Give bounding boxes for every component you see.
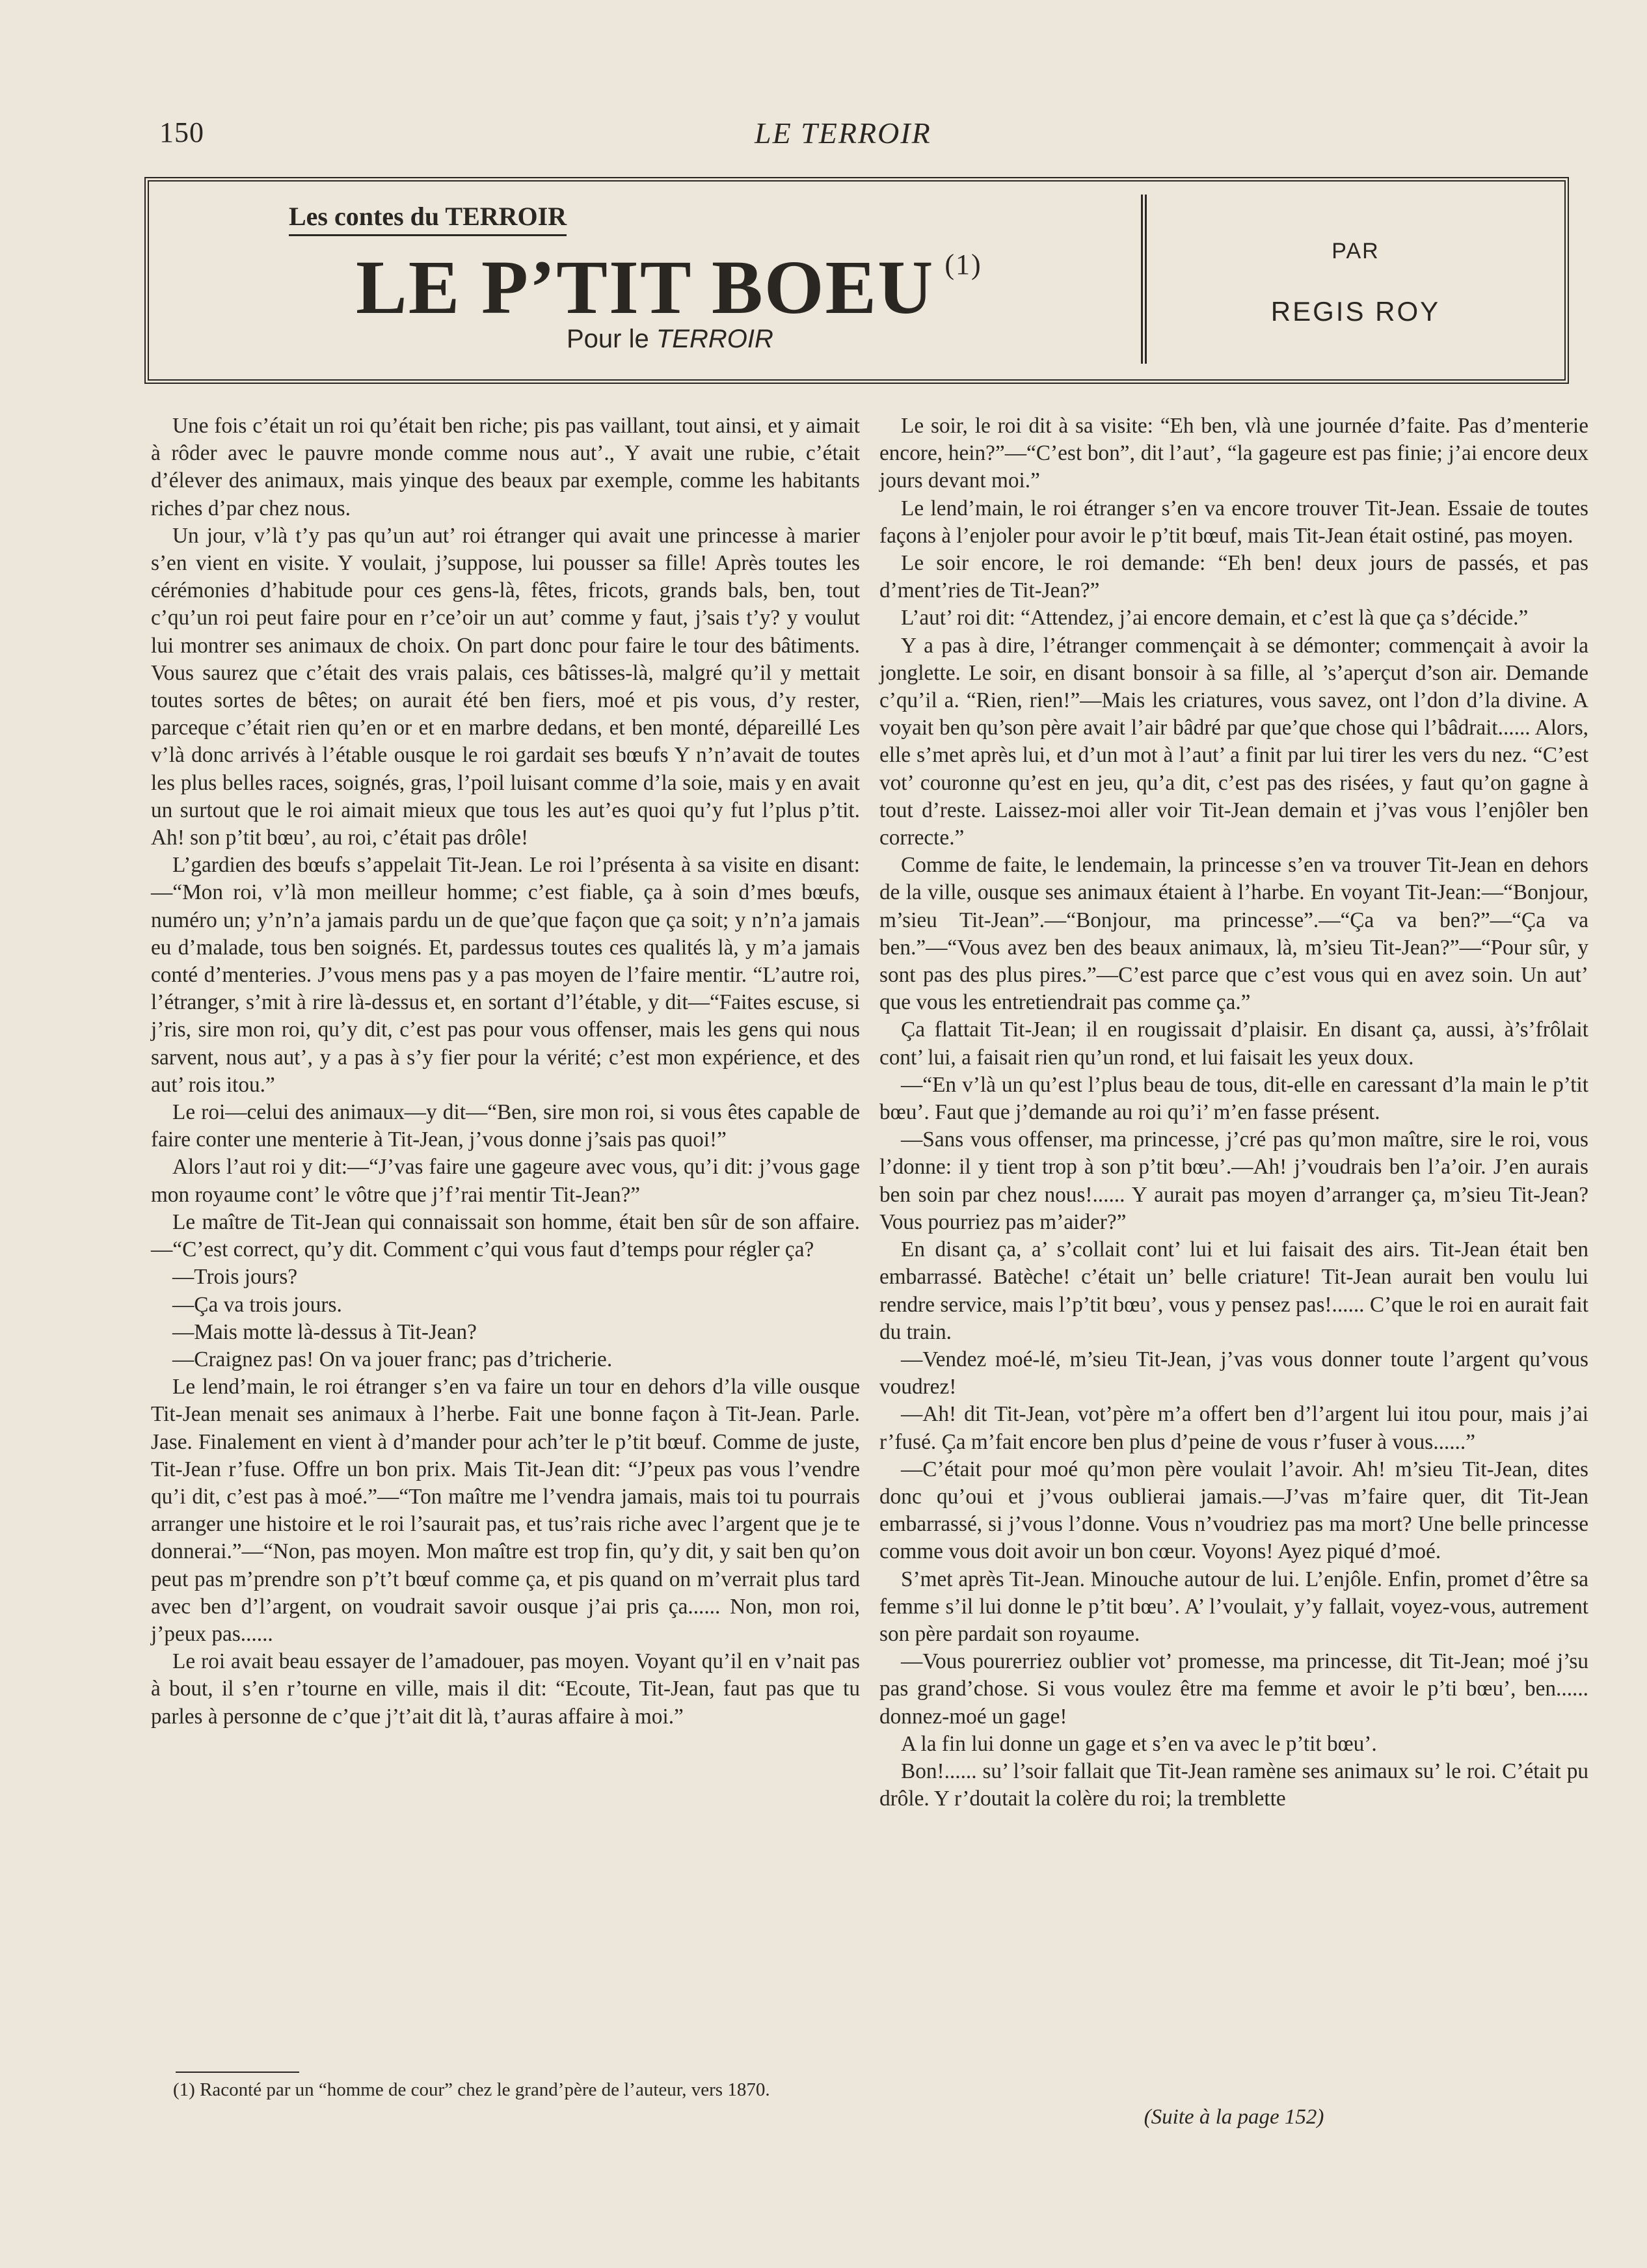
paragraph: Le soir encore, le roi demande: “Eh ben! deux jours de passés, et pas d’ment’ries de Tit-Jean?”: [879, 551, 1588, 603]
paragraph: Alors l’aut roi y dit:—“J’vas faire une gageure avec vous, qu’i dit: j’vous gage mon royaume cont’ le vôtre que j’f’rai mentir Tit-Jean?”: [151, 1155, 860, 1207]
paragraph: Le lend’main, le roi étranger s’en va faire un tour en dehors d’la ville ousque Tit-Jean menait ses animaux à l’herbe. Fait une bonne façon à Tit-Jean. Parle. Jase. Finalement en vient à d’mander pour ach’ter le p’tit bœuf. Comme de juste, Tit-Jean r’fuse. Offre un bon prix. Mais Tit-Jean dit: “J’peux pas vous l’vendre qu’i dit, c’est pas à moé.”—“Ton maître me l’vendra jamais, mais toi tu pourrais arranger une histoire et le roi l’saurait pas, et tus’rais riche avec l’argent que je te donnerai.”—“Non, pas moyen. Mon maître est trop fin, qu’y dit, y sait ben qu’on peut pas m’prendre son p’t’t bœuf comme ça, et pis quand on m’verrait plus tard avec ben d’l’argent, on voudrait savoir ousque j’ai pris ça...... Non, mon roi, j’peux pas......: [151, 1375, 860, 1646]
continued-note: (Suite à la page 152): [1144, 2105, 1324, 2129]
paragraph: Le roi—celui des animaux—y dit—“Ben, sire mon roi, si vous êtes capable de faire conter une menterie à Tit-Jean, j’vous donne j’sais pas quoi!”: [151, 1100, 860, 1152]
paragraph: S’met après Tit-Jean. Minouche autour de lui. L’enjôle. Enfin, promet d’être sa femme s’il lui donne le p’tit bœu’. A’ l’voulait, y’y fallait, voyez-vous, autrement son père pardait son royaume.: [879, 1567, 1588, 1646]
story-title: [356, 243, 982, 332]
running-title: LE TERROIR: [755, 116, 931, 150]
paragraph: Le maître de Tit-Jean qui connaissait son homme, était ben sûr de son affaire.—“C’est correct, qu’y dit. Comment c’qui vous faut d’temps pour régler ça?: [151, 1209, 860, 1262]
for-prefix: Pour le: [567, 325, 656, 353]
paragraph: —C’était pour moé qu’mon père voulait l’avoir. Ah! m’sieu Tit-Jean, dites donc qu’oui et j’vous oublierai jamais.—J’vas m’faire quer, dit Tit-Jean embarrassé, si j’vous l’donne. Vous n’voudriez pas ma mort? Une belle princesse comme vous doit avoir un bon cœur. Voyons! Ayez piqué d’moé.: [879, 1457, 1588, 1564]
paragraph: Ça flattait Tit-Jean; il en rougissait d’plaisir. En disant ça, aussi, à’s’frôlait cont’ lui, a faisait rien qu’un rond, et lui faisait les yeux doux.: [879, 1018, 1588, 1070]
left-column: [151, 412, 860, 1731]
footnote: (1) Raconté par un “homme de cour” chez le grand’père de l’auteur, vers 1870.: [173, 2079, 770, 2100]
right-column: [879, 412, 1588, 1813]
paragraph: —Trois jours?: [172, 1265, 298, 1289]
author-name: REGIS ROY: [1270, 296, 1441, 327]
paragraph: —Vendez moé-lé, m’sieu Tit-Jean, j’vas vous donner toute l’argent qu’vous voudrez!: [879, 1347, 1588, 1399]
paragraph: L’gardien des bœufs s’appelait Tit-Jean. Le roi l’présenta à sa visite en disant:—“Mon roi, v’là mon meilleur homme; c’est fiable, ça à soin d’mes bœufs, numéro un; y’n’n’a jamais pardu un de que’que façon que ça soit; y n’n’a jamais eu d’malade, tous ben soignés. Et, pardessus toutes ces qualités là, y m’a jamais conté d’menteries. J’vous mens pas y a pas moyen de l’faire mentir. “L’autre roi, l’étranger, s’mit à rire là-dessus et, en sortant d’l’étable, y dit—“Faites escuse, si j’ris, sire mon roi, qu’y dit, c’est pas pour vous offenser, mais les gens qui nous sarvent, nous aut’, y a pas à s’y fier pour la vérité; c’est mon expérience, et des aut’ rois itou.”: [151, 853, 860, 1097]
paragraph: Une fois c’était un roi qu’était ben riche; pis pas vaillant, tout ainsi, et y aimait à rôder avec le pauvre monde comme nous aut’., Y avait une rubie, c’était d’élever des animaux, mais yinque des beaux par exemple, comme les habitants riches d’par chez nous.: [151, 414, 860, 520]
paragraph: En disant ça, a’ s’collait cont’ lui et lui faisait des airs. Tit-Jean était ben embarrassé. Batèche! c’était un’ belle criature! Tit-Jean aurait ben voulu lui rendre service, mais l’p’tit bœu’, vous y pensez pas!...... C’que le roi en aurait fait du train.: [879, 1237, 1588, 1344]
footnote-marker: (1): [944, 249, 982, 280]
story-title-box: [144, 177, 1569, 384]
paragraph: —Mais motte là-dessus à Tit-Jean?: [172, 1319, 477, 1344]
paragraph: —Ah! dit Tit-Jean, vot’père m’a offert ben d’l’argent lui itou pour, mais j’ai r’fusé. Ça m’fait encore ben plus d’peine de vous r’fuser à vous......”: [879, 1402, 1588, 1454]
paragraph: Bon!...... su’ l’soir fallait que Tit-Jean ramène ses animaux su’ le roi. C’était pu drôle. Y r’doutait la colère du roi; la tremblette: [879, 1759, 1588, 1811]
paragraph: Le soir, le roi dit à sa visite: “Eh ben, vlà une journée d’faite. Pas d’menterie encore, hein?”—“C’est bon”, dit l’aut’, “la gageure est pas finie; j’ai encore deux jours devant moi.”: [879, 414, 1588, 493]
title-divider: [1141, 195, 1147, 364]
by-label: PAR: [1332, 239, 1380, 263]
page-number: 150: [159, 116, 204, 148]
paragraph: —Vous pourerriez oublier vot’ promesse, ma princesse, dit Tit-Jean; moé j’su pas grand’chose. Si vous voulez être ma femme et avoir le p’ti bœu’, ben...... donnez-moé un gage!: [879, 1649, 1588, 1729]
for-journal-label: [567, 325, 773, 354]
paragraph: Un jour, v’là t’y pas qu’un aut’ roi étranger qui avait une princesse à marier s’en vient en visite. Y voulait, j’suppose, lui pousser sa fille! Après toutes les cérémonies d’habitude pour ces gens-là, fêtes, fricots, grands bals, ben, tout c’qu’un roi peut faire pour en r’ce’oir un aut’ comme y faut, j’sais t’y? y voulut lui montrer ses animaux de choix. On part donc pour faire le tour des bâtiments. Vous saurez que c’était des vrais palais, ces bâtisses-là, malgré qu’il y mettait toutes sortes de bêtes; on aurait été ben fiers, moé et pis vous, d’y rester, parceque c’était rien qu’en or et en marbre dedans, et ben monté, dépareillé Les v’là donc arrivés à l’étable ousque le roi gardait ses bœufs Y n’n’avait de toutes les plus belles races, soignés, gras, l’poil luisant comme d’la soie, mais y en avait un surtout que le roi aimait mieux que tous les aut’es quoi qu’y fut l’plus p’tit. Ah! son p’tit bœu’, au roi, c’était pas drôle!: [151, 523, 860, 850]
paragraph: A la fin lui donne un gage et s’en va avec le p’tit bœu’.: [901, 1731, 1377, 1756]
paragraph: L’aut’ roi dit: “Attendez, j’ai encore demain, et c’est là que ça s’décide.”: [901, 606, 1529, 630]
paragraph: Le roi avait beau essayer de l’amadouer, pas moyen. Voyant qu’il en v’nait pas à bout, il s’en r’tourne en ville, mais il dit: “Ecoute, Tit-Jean, faut pas que tu parles à personne de c’que j’t’ait dit là, t’auras affaire à moi.”: [151, 1649, 860, 1729]
series-label: Les contes du TERROIR: [289, 201, 567, 236]
for-journal-name: TERROIR: [656, 325, 773, 353]
paragraph: —“En v’là un qu’est l’plus beau de tous, dit-elle en caressant d’la main le p’tit bœu’. Faut que j’demande au roi qu’i’ m’en fasse présent.: [879, 1072, 1588, 1125]
footnote-rule: [176, 2072, 299, 2073]
paragraph: —Sans vous offenser, ma princesse, j’cré pas qu’mon maître, sire le roi, vous l’donne: il y tient trop à son p’tit bœu’.—Ah! j’voudrais ben l’a’oir. J’en aurais ben soin par chez nous!...... Y aurait pas moyen d’arranger ça, m’sieu Tit-Jean? Vous pourriez pas m’aider?”: [879, 1127, 1588, 1234]
paragraph: Le lend’main, le roi étranger s’en va encore trouver Tit-Jean. Essaie de toutes façons à l’enjoler pour avoir le p’tit bœuf, mais Tit-Jean était ostiné, pas moyen.: [879, 496, 1588, 548]
paragraph: —Ça va trois jours.: [172, 1292, 342, 1317]
story-title-text: LE P’TIT BOEU: [356, 245, 935, 330]
paragraph: Comme de faite, le lendemain, la princesse s’en va trouver Tit-Jean en dehors de la ville, ousque ses animaux étaient à l’harbe. En voyant Tit-Jean:—“Bonjour, m’sieu Tit-Jean”.—“Bonjour, ma princesse”.—“Ça va ben?”—“Ça va ben.”—“Vous avez ben des beaux animaux, là, m’sieu Tit-Jean?”—“Pour sûr, y sont pas des plus pires.”—C’est parce que c’est vous qui en avez soin. Un aut’ que vous les entretiendrait pas comme ça.”: [879, 853, 1588, 1015]
paragraph: —Craignez pas! On va jouer franc; pas d’tricherie.: [172, 1347, 613, 1371]
paragraph: Y a pas à dire, l’étranger commençait à se démonter; commençait à avoir la jonglette. Le soir, en disant bonsoir à sa fille, al ’s’aperçut d’son air. Demande c’qu’il a. “Rien, rien!”—Mais les criatures, vous savez, ont l’don d’la divine. A voyait ben qu’son père avait l’air bâdré par que’que chose qui l’bâdrait...... Alors, elle s’met après lui, et d’un mot à l’aut’ a finit par lui tirer les vers du nez. “C’est vot’ couronne qu’est en jeu, qu’a dit, c’est pas des risées, y faut qu’on gagne à tout d’reste. Laissez-moi aller voir Tit-Jean demain et j’vas vous l’enjôler ben correcte.”: [879, 633, 1588, 850]
